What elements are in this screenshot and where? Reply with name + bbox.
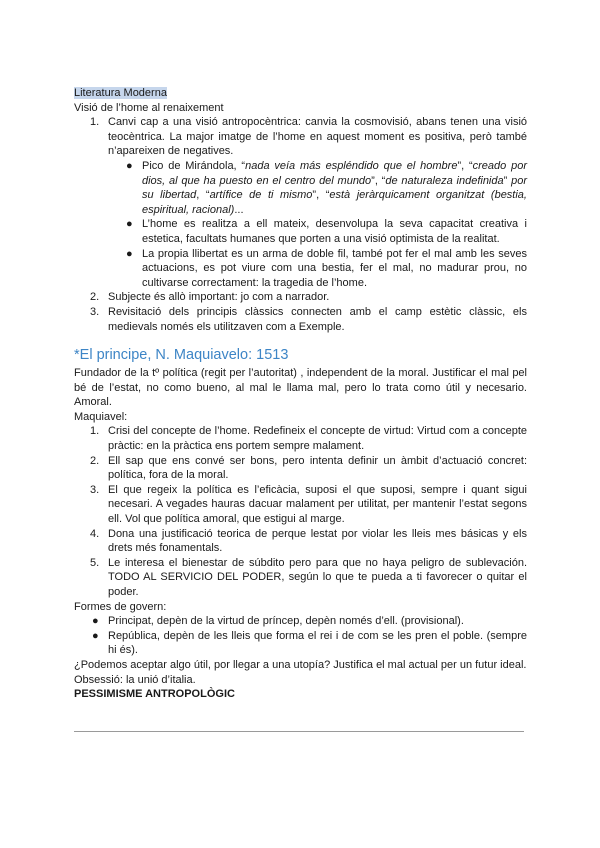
bullet-icon: ●: [92, 629, 99, 642]
bullet-icon: ●: [126, 247, 133, 260]
list-number: 1.: [90, 116, 100, 129]
bullet-icon: ●: [126, 218, 133, 231]
quote: està jeràrquicament organitzat (bestia, espiritual, racional): [142, 189, 527, 216]
list-item: [74, 290, 527, 305]
quote: artífice de ti mismo: [209, 189, 313, 202]
list-number: 2.: [90, 454, 100, 467]
bullet-item-pico: [74, 159, 527, 217]
text-span: Pico de Mirándola, “: [142, 159, 246, 172]
title-highlight: Literatura Moderna: [74, 87, 167, 99]
list-item-text: El que regeix la política es l’eficàcia, suposi el que suposi, sempre i quant sigui necesari. A vegades hauras dacuar malament per utilitat, per mantenir l’estat segons ell. Vol que política amoral, que estigui al marge.: [108, 483, 527, 526]
quote: creado por dios, al que ha puesto en el centro del mundo: [142, 159, 527, 187]
text-span: ”, “: [457, 159, 473, 172]
list-item-text: Revisitació dels principis clàssics connecten amb el camp estètic clàssic, els medievals només els utilitzaven com a Exemple.: [108, 305, 527, 333]
list-item: [74, 115, 527, 159]
list-item: [74, 527, 527, 556]
text-span: ”: [503, 174, 512, 187]
maquiavel-label: Maquiavel:: [74, 410, 128, 423]
numbered-list-maquiavel: [74, 424, 527, 599]
question-paragraph: ¿Podemos aceptar algo útil, por llegar a una utopía? Justifica el mal actual per un futur ideal.: [74, 658, 527, 671]
bullet-list-formes: [74, 614, 527, 658]
text-span: ”, “: [312, 189, 330, 202]
list-item-text: Canvi cap a una visió antropocèntrica: canvia la cosmovisió, abans tenen una visió teocèntrica. La major imatge de l’home en aquest moment es positiva, però també n’apareixen de negatives.: [108, 116, 527, 158]
list-item-text: Subjecte és allò important: jo com a narrador.: [108, 291, 330, 304]
bullet-text: República, depèn de les lleis que forma el rei i de com se les pren el poble. (sempre hi és).: [108, 629, 527, 657]
text-span: , “: [196, 189, 210, 202]
obsessio-line: Obsessió: la unió d’italia.: [74, 673, 196, 686]
document-body: [74, 86, 527, 702]
bullet-list-renaixement: [74, 159, 527, 290]
list-number: 3.: [90, 483, 100, 496]
list-item-text: Crisi del concepte de l’home. Redefineix el concepte de virtud: Virtud com a concepte pràctic: en la pràctica ens portem sempre malament.: [108, 425, 527, 453]
horizontal-rule: [74, 731, 524, 732]
text-span: ”, “: [371, 174, 386, 187]
quote: de naturaleza indefinida: [385, 174, 504, 187]
list-item: [74, 424, 527, 453]
paragraph: Fundador de la tº política (regit per l’autoritat) , independent de la moral. Justificar el mal pel bé de l’estat, no como bueno, al mal le llama mal, pero lo trata como útil y necesario. Amoral.: [74, 367, 527, 409]
list-number: 5.: [90, 556, 100, 569]
pessimisme-heading: PESSIMISME ANTROPOLÒGIC: [74, 688, 235, 701]
list-item: [74, 556, 527, 600]
section-heading: *El principe, N. Maquiavelo: 1513: [74, 347, 289, 364]
list-item: [74, 454, 527, 483]
bullet-item: [74, 247, 527, 291]
text-span: ...: [234, 203, 244, 216]
subtitle: Visió de l’home al renaixement: [74, 101, 224, 114]
bullet-text: L’home es realitza a ell mateix, desenvolupa la seva capacitat creativa i estetica, facultats humanes que porten a una visió optimista de la realitat.: [142, 218, 527, 245]
bullet-text: Principat, depèn de la virtud de príncep, depèn només d’ell. (provisional).: [108, 615, 464, 628]
list-number: 4.: [90, 527, 100, 540]
list-number: 3.: [90, 305, 100, 318]
list-item: [74, 305, 527, 334]
bullet-item: [74, 629, 527, 658]
list-item-text: Dona una justificació teorica de perque lestat por violar les lleis mes básicas y els drets més fonamentals.: [108, 527, 527, 555]
numbered-list-renaixement-cont: [74, 290, 527, 334]
quote: por su libertad: [142, 174, 527, 202]
bullet-item: [74, 614, 527, 629]
list-item-text: Le interesa el bienestar de súbdito pero para que no haya peligro de sublevación. TODO AL SERVICIO DEL PODER, según lo que te pueda a ti favorecer o quitar el poder.: [108, 556, 527, 598]
list-item: [74, 483, 527, 527]
quote: nada veía más espléndido que el hombre: [245, 159, 458, 172]
formes-label: Formes de govern:: [74, 600, 167, 613]
bullet-text: La propia llibertat es un arma de doble fil, també pot fer el mal amb les seves actuacions, es pot viure com una bestia, fer el mal, no madurar prou, no cultivarse correctament: la tragedia de l’home.: [142, 247, 527, 289]
list-number: 1.: [90, 425, 100, 438]
bullet-icon: ●: [92, 615, 99, 628]
list-item-text: Ell sap que ens convé ser bons, pero intenta definir un àmbit d’actuació concret: política, fora de la moral.: [108, 454, 527, 482]
bullet-icon: ●: [126, 159, 133, 172]
bullet-item: [74, 217, 527, 246]
doc-title: [74, 86, 527, 101]
numbered-list-renaixement: [74, 115, 527, 159]
list-number: 2.: [90, 291, 100, 304]
